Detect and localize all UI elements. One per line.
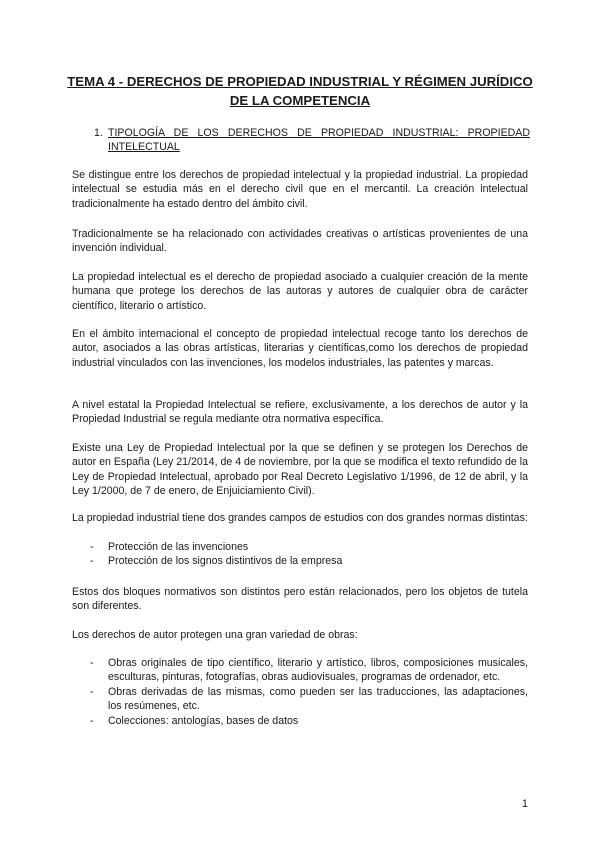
section-heading-text: TIPOLOGÍA DE LOS DERECHOS DE PROPIEDAD INDUSTRIAL: PROPIEDAD INTELECTUAL	[108, 127, 530, 153]
paragraph: Los derechos de autor protegen una gran variedad de obras:	[72, 629, 358, 641]
paragraph: Se distingue entre los derechos de propiedad intelectual y la propiedad industrial. La propiedad intelectual se estudia más en el derecho civil que en el mercantil. La creación intelectual tradicionalmente ha estado dentro del ámbito civil.	[72, 169, 528, 210]
paragraph: Tradicionalmente se ha relacionado con actividades creativas o artísticas provenientes de una invención individual.	[72, 228, 528, 255]
list-bullet: -	[90, 541, 94, 553]
list-bullet: -	[90, 555, 94, 568]
list-item-text: Obras derivadas de las mismas, como pueden ser las traducciones, las adaptaciones, los resúmenes, etc.	[108, 685, 528, 713]
list-item	[72, 554, 528, 568]
list-bullet: -	[90, 714, 94, 727]
list-item	[72, 540, 528, 554]
paragraph: Existe una Ley de Propiedad Intelectual por la que se definen y se protegen los Derechos de autor en España (Ley 21/2014, de 4 de noviembre, por la que se modifica el texto refundido de la Ley de Propiedad Intelectual, aprobado por Real Decreto Legislativo 1/1996, de 12 de abril, y la Ley 1/2000, de 7 de enero, de Enjuiciamiento Civil).	[72, 442, 528, 498]
section-number: 1.	[94, 127, 103, 139]
page-title: TEMA 4 - DERECHOS DE PROPIEDAD INDUSTRIAL Y RÉGIMEN JURÍDICO DE LA COMPETENCIA	[67, 74, 533, 108]
list-bullet: -	[90, 685, 94, 698]
section-heading	[94, 126, 530, 154]
paragraph: La propiedad intelectual es el derecho de propiedad asociado a cualquier creación de la mente humana que protege los derechos de las autoras y autores de cualquier obra de carácter científico, literario o artístico.	[72, 271, 528, 312]
list-bullet: -	[90, 657, 94, 669]
page-number: 1	[521, 798, 528, 810]
list-item-text: Protección de los signos distintivos de la empresa	[108, 555, 343, 568]
industrial-list	[72, 540, 528, 569]
paragraph: En el ámbito internacional el concepto de propiedad intelectual recoge tanto los derechos de autor, asociados a las obras artísticas, literarias y científicas,como los derechos de propiedad industrial vinculados con las invenciones, los modelos industriales, las patentes y marcas.	[72, 328, 528, 369]
list-item	[72, 685, 528, 714]
list-item-text: Obras originales de tipo científico, literario y artístico, libros, composiciones musicales, esculturas, pinturas, fotografías, obras audiovisuales, programas de ordenador, etc.	[108, 657, 528, 684]
paragraph: A nivel estatal la Propiedad Intelectual se refiere, exclusivamente, a los derechos de autor y la Propiedad Industrial se regula mediante otra normativa específica.	[72, 399, 528, 426]
paragraph: La propiedad industrial tiene dos grandes campos de estudios con dos grandes normas distintas:	[72, 512, 528, 524]
list-item-text: Colecciones: antologías, bases de datos	[108, 714, 299, 727]
list-item	[72, 714, 528, 728]
paragraph: Estos dos bloques normativos son distintos pero están relacionados, pero los objetos de tutela son diferentes.	[72, 586, 528, 613]
list-item	[72, 656, 528, 685]
list-item-text: Protección de las invenciones	[108, 541, 249, 553]
obras-list	[72, 656, 528, 728]
